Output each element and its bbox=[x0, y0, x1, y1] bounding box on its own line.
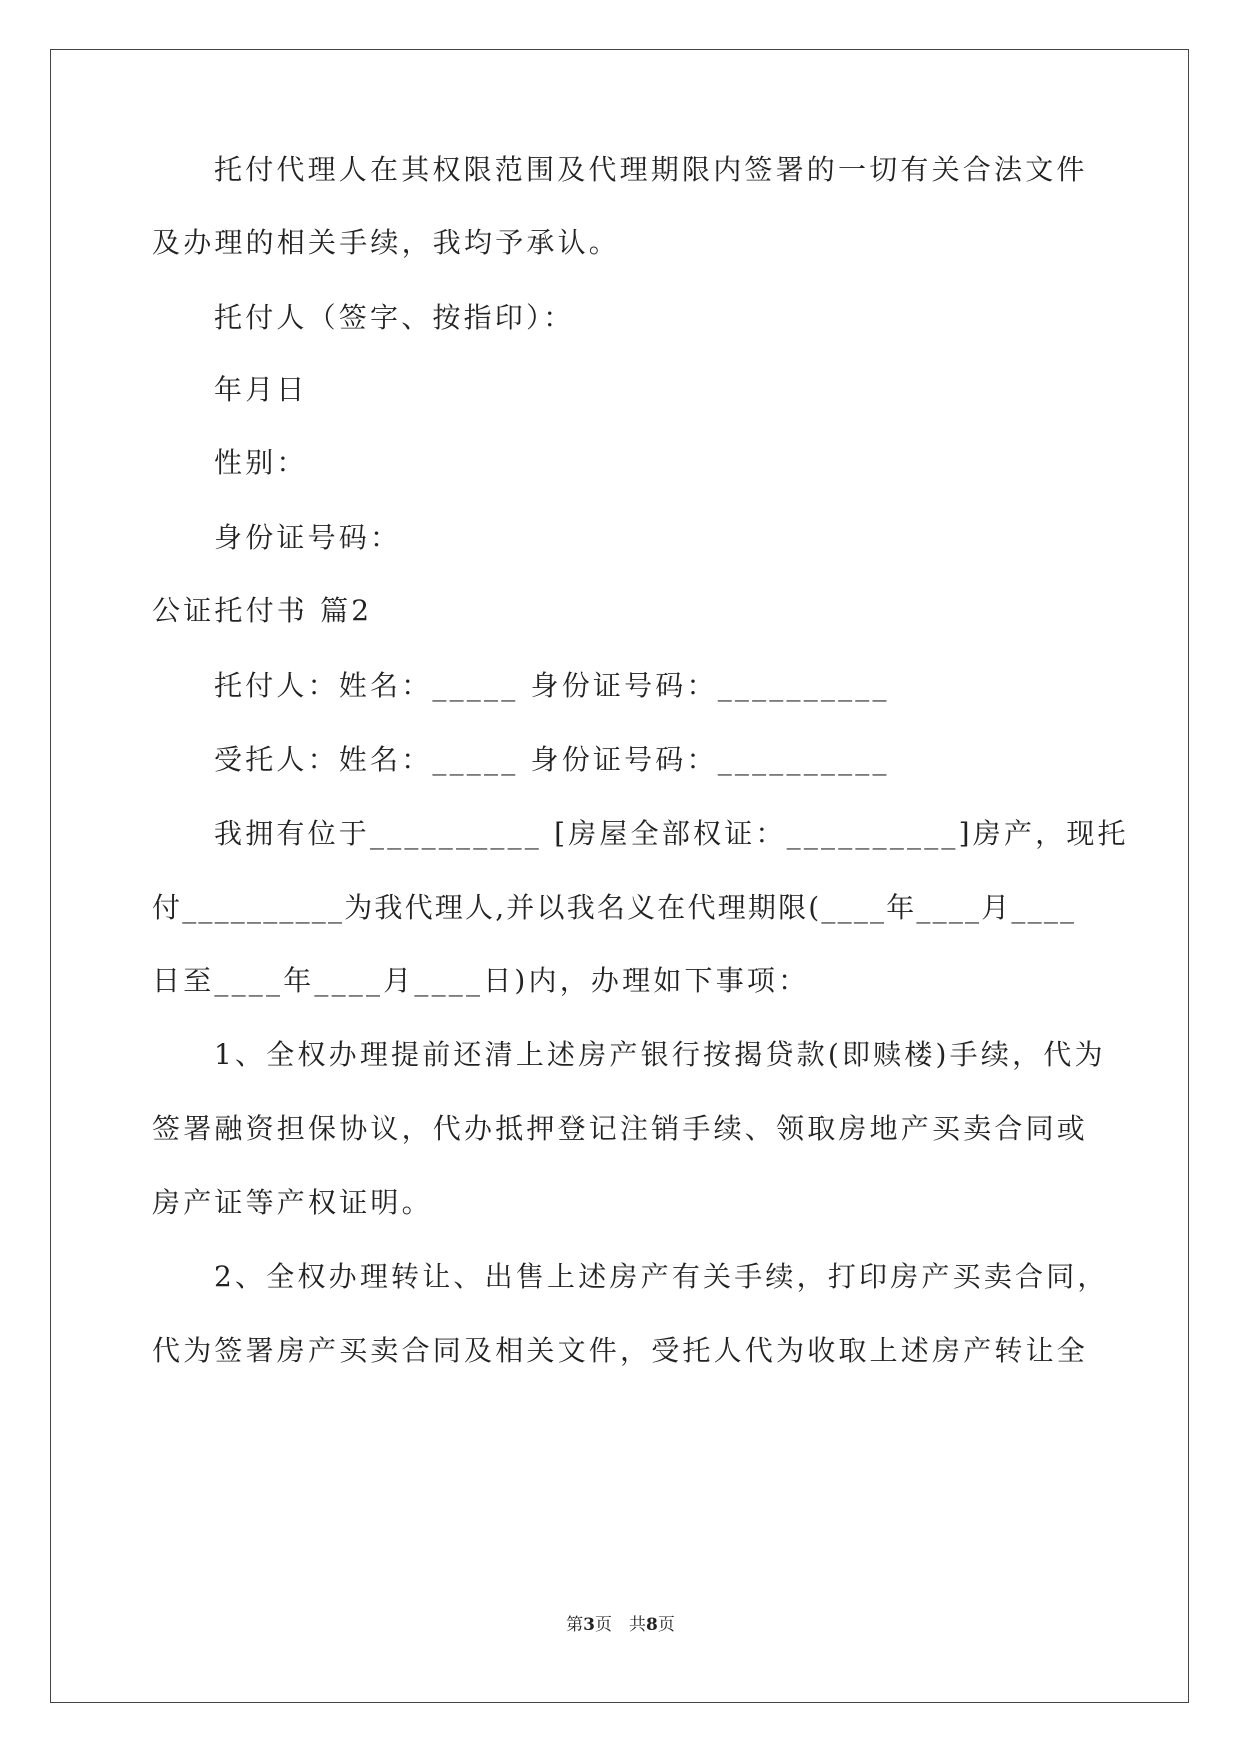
date-line: 年月日 bbox=[214, 373, 308, 406]
list-item-line: 1、全权办理提前还清上述房产银行按揭贷款(即赎楼)手续，代为 bbox=[214, 1038, 1106, 1071]
gender-line: 性别： bbox=[214, 446, 308, 479]
list-item-line: 2、全权办理转让、出售上述房产有关手续，打印房产买卖合同， bbox=[214, 1260, 1109, 1293]
current-page-number: 3 bbox=[583, 1615, 595, 1635]
list-item-line: 签署融资担保协议，代办抵押登记注销手续、领取房地产买卖合同或 bbox=[152, 1112, 1089, 1145]
section-heading: 公证托付书 篇2 bbox=[152, 594, 373, 627]
footer-suffix: 页 bbox=[657, 1615, 675, 1635]
footer-prefix: 第 bbox=[566, 1615, 584, 1635]
list-item-line: 代为签署房产买卖合同及相关文件，受托人代为收取上述房产转让全 bbox=[152, 1334, 1089, 1367]
paragraph-line: 托付代理人在其权限范围及代理期限内签署的一切有关合法文件 bbox=[214, 153, 1088, 186]
list-item-line: 房产证等产权证明。 bbox=[152, 1186, 433, 1219]
agent-line: 受托人：姓名：_____ 身份证号码：__________ bbox=[214, 743, 890, 776]
page-border bbox=[50, 49, 1189, 1703]
paragraph-line: 我拥有位于__________ [房屋全部权证：__________]房产，现托 bbox=[214, 817, 1129, 850]
paragraph-line: 付__________为我代理人,并以我名义在代理期限(____年____月____ bbox=[152, 891, 1077, 924]
signature-line: 托付人（签字、按指印）： bbox=[214, 301, 575, 334]
id-number-line: 身份证号码： bbox=[214, 521, 402, 554]
page-footer bbox=[0, 1614, 1241, 1636]
principal-line: 托付人：姓名：_____ 身份证号码：__________ bbox=[214, 669, 890, 702]
footer-mid: 页 共 bbox=[595, 1615, 646, 1635]
paragraph-line: 及办理的相关手续，我均予承认。 bbox=[152, 226, 621, 259]
total-pages-number: 8 bbox=[646, 1615, 658, 1635]
paragraph-line: 日至____年____月____日)内，办理如下事项： bbox=[152, 964, 810, 997]
